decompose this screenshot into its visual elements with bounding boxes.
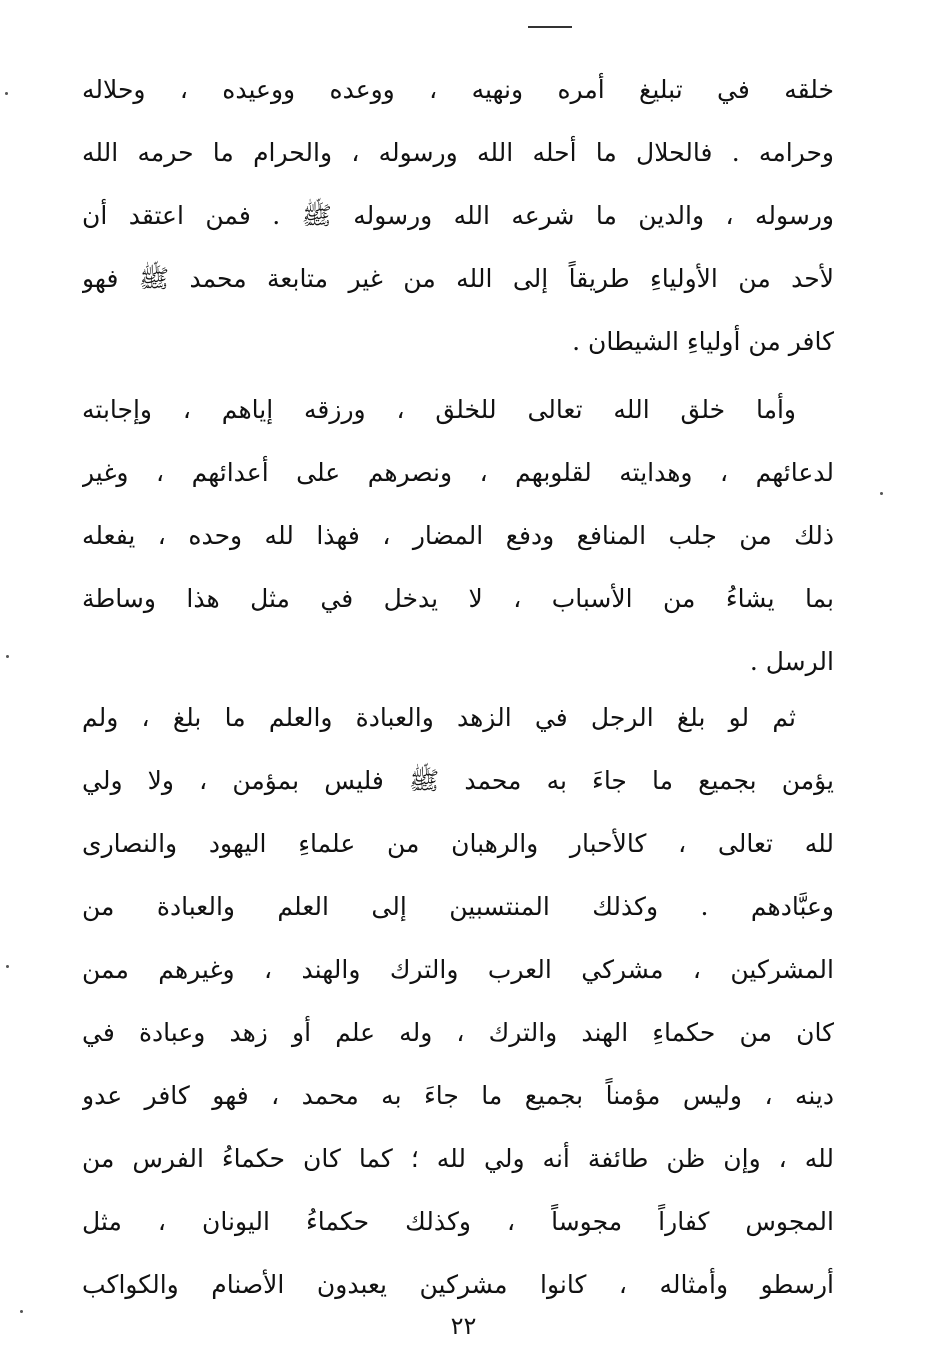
text-line: لأحد من الأولياءِ طريقاً إلى الله من غير متابعة محمد ﷺ فهو	[82, 264, 834, 293]
text-line: المشركين ، مشركي العرب والترك والهند ، وغيرهم ممن	[82, 955, 834, 984]
text-line: يؤمن بجميع ما جاءَ به محمد ﷺ فليس بمؤمن ، ولا ولي	[82, 766, 834, 795]
text-line: خلقه في تبليغ أمره ونهيه ، ووعده ووعيده ، وحلاله	[82, 75, 834, 104]
text-line: أرسطو وأمثاله ، كانوا مشركين يعبدون الأصنام والكواكب	[82, 1270, 834, 1299]
scan-speck	[20, 1310, 23, 1313]
scan-speck	[880, 492, 883, 495]
text-line: وحرامه . فالحلال ما أحله الله ورسوله ، والحرام ما حرمه الله	[82, 138, 834, 167]
text-line: وعبَّادهم . وكذلك المنتسبين إلى العلم والعبادة من	[82, 892, 834, 921]
paragraph-1	[82, 58, 834, 373]
text-line: لله تعالى ، كالأحبار والرهبان من علماءِ اليهود والنصارى	[82, 829, 834, 858]
text-line: دينه ، وليس مؤمناً بجميع ما جاءَ به محمد ، فهو كافر عدو	[82, 1081, 834, 1110]
text-line: ورسوله ، والدين ما شرعه الله ورسوله ﷺ . فمن اعتقد أن	[82, 201, 834, 230]
text-line: بما يشاءُ من الأسباب ، لا يدخل في مثل هذا وساطة	[82, 584, 834, 613]
header-mark	[528, 26, 572, 28]
text-line: ذلك من جلب المنافع ودفع المضار ، فهذا لله وحده ، يفعله	[82, 521, 834, 550]
text-line: كافر من أولياءِ الشيطان .	[572, 327, 834, 356]
text-line: ثم لو بلغ الرجل في الزهد والعبادة والعلم ما بلغ ، ولم	[82, 703, 796, 732]
text-line: لدعائهم ، وهدايته لقلوبهم ، ونصرهم على أعدائهم ، وغير	[82, 458, 834, 487]
text-line: كان من حكماءِ الهند والترك ، وله علم أو زهد وعبادة في	[82, 1018, 834, 1047]
text-line: الرسل .	[749, 647, 834, 676]
scan-speck	[6, 655, 9, 658]
text-line: وأما خلق الله تعالى للخلق ، ورزقه إياهم ، وإجابته	[82, 395, 796, 424]
paragraph-3	[82, 686, 834, 1316]
scan-speck	[6, 965, 9, 968]
scan-speck	[5, 92, 8, 95]
paragraph-2	[82, 378, 834, 693]
text-line: المجوس كفاراً مجوساً ، وكذلك حكماءُ اليونان ، مثل	[82, 1207, 834, 1236]
page-number: ٢٢	[450, 1312, 477, 1340]
text-line: لله ، وإن ظن طائفة أنه ولي لله ؛ كما كان حكماءُ الفرس من	[82, 1144, 834, 1173]
